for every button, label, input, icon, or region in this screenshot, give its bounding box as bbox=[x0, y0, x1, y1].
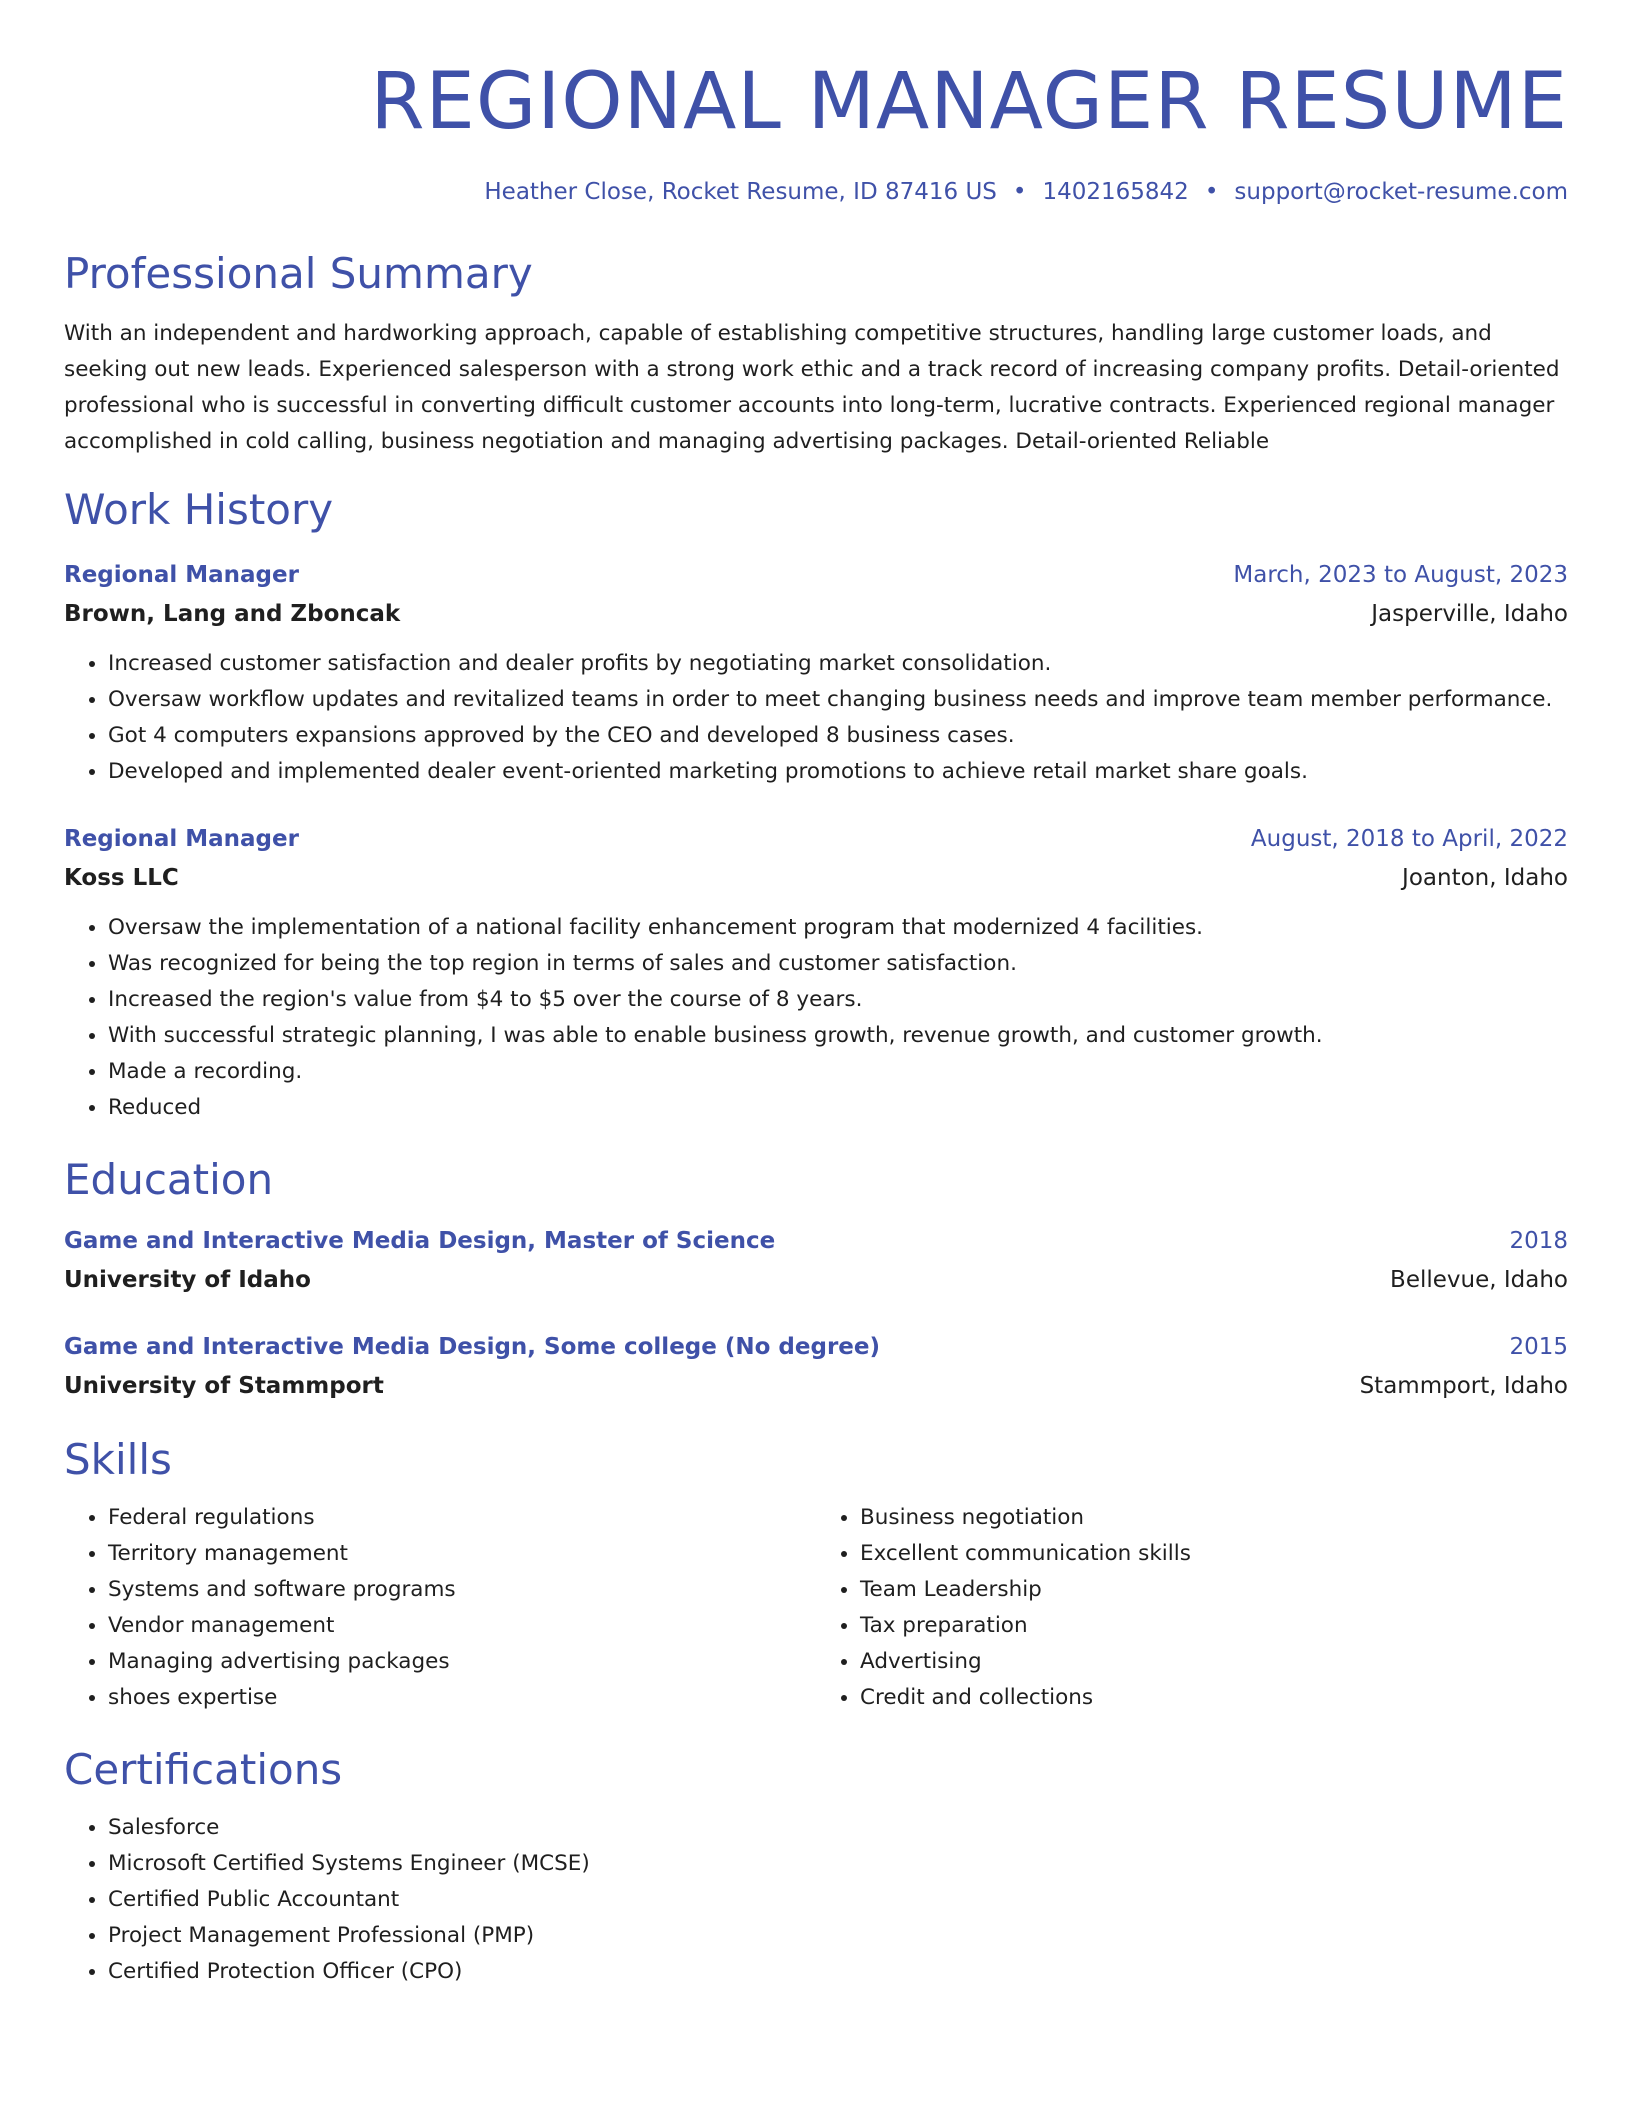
contact-address: Heather Close, Rocket Resume, ID 87416 US bbox=[484, 179, 997, 205]
job-company: Koss LLC bbox=[64, 865, 179, 891]
certification-item: • Microsoft Certified Systems Engineer (MCSE) bbox=[108, 1846, 1568, 1882]
skill-item: • Business negotiation bbox=[860, 1500, 1568, 1536]
job-company: Brown, Lang and Zboncak bbox=[64, 601, 401, 627]
summary-text: With an independent and hardworking approach, capable of establishing competitive structures, handling large customer loads, and seeking out new leads. Experienced salesperson with a strong work ethic and a track record of increasing company profits. Detail-oriented professional who is successful in converting difficult customer accounts into long-term, lucrative contracts. Experienced regional manager accomplished in cold calling, business negotiation and managing advertising packages. Detail-oriented Reliable bbox=[64, 321, 1560, 454]
list-item: • Oversaw the implementation of a national facility enhancement program that modernized 4 facilities. bbox=[108, 910, 1568, 946]
education-school-row bbox=[64, 1260, 1568, 1300]
education-school-row bbox=[64, 1366, 1568, 1406]
education-location: Bellevue, Idaho bbox=[1390, 1267, 1568, 1293]
skill-item: • Excellent communication skills bbox=[860, 1536, 1568, 1572]
skill-item: • Vendor management bbox=[108, 1608, 816, 1644]
certifications-section bbox=[64, 1742, 1568, 1990]
education-degree: Game and Interactive Media Design, Master of Science bbox=[64, 1228, 776, 1254]
education-year: 2015 bbox=[1509, 1334, 1568, 1360]
education-school: University of Stammport bbox=[64, 1373, 384, 1399]
job-location: Joanton, Idaho bbox=[1402, 865, 1568, 891]
job-bullets bbox=[64, 910, 1568, 1126]
job-dates: August, 2018 to April, 2022 bbox=[1250, 826, 1568, 852]
contact-separator: • bbox=[1204, 179, 1219, 205]
list-item: • Got 4 computers expansions approved by the CEO and developed 8 business cases. bbox=[108, 718, 1568, 754]
skill-item: • Territory management bbox=[108, 1536, 816, 1572]
list-item: • Was recognized for being the top region in terms of sales and customer satisfaction. bbox=[108, 946, 1568, 982]
certification-item: • Certified Protection Officer (CPO) bbox=[108, 1954, 1568, 1990]
contact-email[interactable]: support@rocket-resume.com bbox=[1234, 179, 1568, 205]
skill-item: • Team Leadership bbox=[860, 1572, 1568, 1608]
job-company-row bbox=[64, 858, 1568, 898]
certification-item: • Certified Public Accountant bbox=[108, 1882, 1568, 1918]
resume-page bbox=[64, 0, 1568, 1990]
contact-separator: • bbox=[1012, 179, 1027, 205]
list-item: • Made a recording. bbox=[108, 1054, 1568, 1090]
list-item: • Oversaw workflow updates and revitalized teams in order to meet changing business needs and improve team member performance. bbox=[108, 682, 1568, 718]
education-header-row bbox=[64, 1222, 1568, 1260]
education-year: 2018 bbox=[1509, 1228, 1568, 1254]
job-entry bbox=[64, 820, 1568, 1126]
skill-item: • Managing advertising packages bbox=[108, 1644, 816, 1680]
education-section bbox=[64, 1152, 1568, 1406]
education-header-row bbox=[64, 1328, 1568, 1366]
summary-section bbox=[64, 246, 1568, 460]
skills-heading: Skills bbox=[64, 1435, 172, 1484]
certifications-heading: Certifications bbox=[64, 1745, 343, 1794]
job-entry bbox=[64, 556, 1568, 790]
job-bullets bbox=[64, 646, 1568, 790]
list-item: • Developed and implemented dealer event-oriented marketing promotions to achieve retail market share goals. bbox=[108, 754, 1568, 790]
skill-item: • Advertising bbox=[860, 1644, 1568, 1680]
skill-item: • Tax preparation bbox=[860, 1608, 1568, 1644]
job-header-row bbox=[64, 556, 1568, 594]
skill-item: • Federal regulations bbox=[108, 1500, 816, 1536]
resume-title: REGIONAL MANAGER RESUME bbox=[370, 57, 1568, 147]
job-header-row bbox=[64, 820, 1568, 858]
skills-grid bbox=[64, 1500, 1568, 1716]
job-title: Regional Manager bbox=[64, 826, 299, 852]
contact-phone: 1402165842 bbox=[1042, 179, 1189, 205]
education-entry bbox=[64, 1222, 1568, 1300]
summary-heading: Professional Summary bbox=[64, 249, 533, 298]
education-location: Stammport, Idaho bbox=[1359, 1373, 1568, 1399]
certification-item: • Salesforce bbox=[108, 1810, 1568, 1846]
skills-section bbox=[64, 1432, 1568, 1716]
job-company-row bbox=[64, 594, 1568, 634]
job-title: Regional Manager bbox=[64, 562, 299, 588]
skill-item: • Systems and software programs bbox=[108, 1572, 816, 1608]
work-history-section bbox=[64, 482, 1568, 1126]
education-school: University of Idaho bbox=[64, 1267, 311, 1293]
education-heading: Education bbox=[64, 1155, 274, 1204]
skill-item: • shoes expertise bbox=[108, 1680, 816, 1716]
list-item: • Increased the region's value from $4 to $5 over the course of 8 years. bbox=[108, 982, 1568, 1018]
skills-column-left bbox=[64, 1500, 816, 1716]
certifications-list bbox=[64, 1810, 1568, 1990]
job-dates: March, 2023 to August, 2023 bbox=[1233, 562, 1568, 588]
education-entry bbox=[64, 1328, 1568, 1406]
work-history-heading: Work History bbox=[64, 485, 334, 534]
list-item: • Increased customer satisfaction and dealer profits by negotiating market consolidation. bbox=[108, 646, 1568, 682]
job-location: Jasperville, Idaho bbox=[1371, 601, 1568, 627]
contact-line bbox=[64, 176, 1568, 208]
list-item: • With successful strategic planning, I was able to enable business growth, revenue growth, and customer growth. bbox=[108, 1018, 1568, 1054]
education-degree: Game and Interactive Media Design, Some college (No degree) bbox=[64, 1334, 881, 1360]
skills-column-right bbox=[816, 1500, 1568, 1716]
skill-item: • Credit and collections bbox=[860, 1680, 1568, 1716]
list-item: • Reduced bbox=[108, 1090, 1568, 1126]
certification-item: • Project Management Professional (PMP) bbox=[108, 1918, 1568, 1954]
